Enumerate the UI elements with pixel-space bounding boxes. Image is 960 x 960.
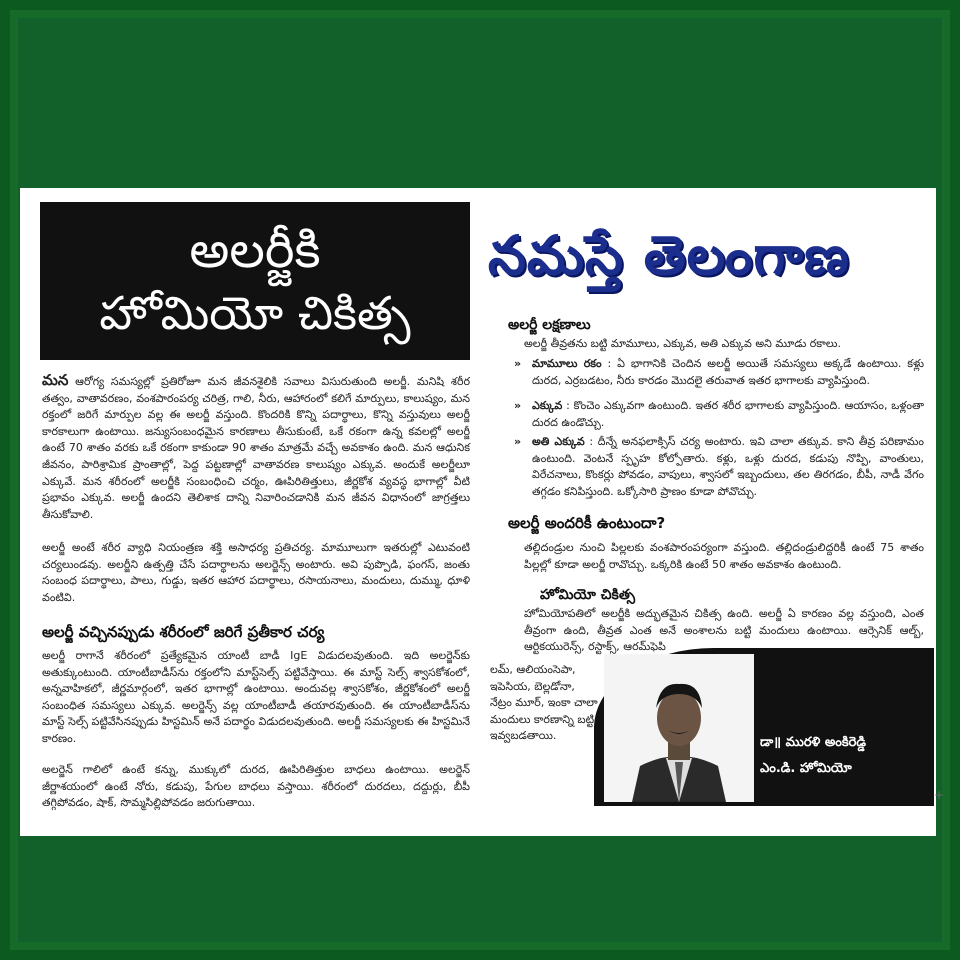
head-homeo-treatment: హోమియో చికిత్స [540, 587, 636, 603]
doctor-name: డా॥ మురళి అంకిరెడ్డి [760, 735, 866, 750]
subhead-immune-reaction: అలర్జీ వచ్చినప్పుడు శరీరంలో జరిగే ప్రతీకార చర్య [42, 623, 325, 641]
bullet-severe [514, 434, 924, 500]
head-who-gets-allergy: అలర్జీ అందరికీ ఉంటుందా? [508, 514, 666, 532]
paragraph-heredity: తల్లిదండ్రుల నుంచి పిల్లలకు వంశపారంపర్యంగా వస్తుంది. తల్లిదండ్రులిద్దరికీ ఉంటే 75 శాతం పిల్లల్లో కూడా అలర్జీ రావొచ్చు. ఒక్కరికి ఉంటే 50 శాతం అవకాశం ఉంటుంది. [524, 541, 924, 571]
article-title-box [40, 202, 470, 360]
article-left-column [40, 202, 490, 822]
paragraph-symptoms: అలర్జెన్ గాలిలో ఉంటే కన్ను, ముక్కులో దురద, ఊపిరితిత్తుల బాధలు ఉంటాయి. అలర్జెన్ జీర్ణాశయంలో ఉంటే నోరు, కడుపు, పేగుల బాధలు వస్తాయి. శరీరంలో దురదలు, దద్దుర్లు, బీపీ తగ్గిపోవడం, షాక్, సొమ్మసిల్లిపోవడం జరుగుతాయి. [42, 763, 470, 810]
lead-paragraph [42, 372, 470, 523]
newspaper-clipping [20, 188, 945, 836]
symptoms-intro: అలర్జీ తీవ్రతను బట్టి మామూలు, ఎక్కువ, అతి ఎక్కువ అని మూడు రకాలు. [524, 337, 841, 350]
article-title-line1: అలర్జీకి [189, 221, 321, 279]
arrow-icon: » [514, 435, 522, 448]
bullet-text: : ఏ భాగానికి చెందిన అలర్జీ అయితే సమస్యలు అక్కడే ఉంటాయి. కళ్లు దురద, ఎర్రబడటం, నీరు కారడం మొదలై తరువాత ఇతర భాగాలకు వ్యాపిస్తుంది. [532, 357, 924, 387]
bullet-keyword: అతి ఎక్కువ [532, 435, 585, 448]
bullet-keyword: ఎక్కువ [532, 399, 563, 412]
bullet-text: : కొంచెం ఎక్కువగా ఉంటుంది. ఇతర శరీర భాగాలకు వ్యాపిస్తుంది. ఆయాసం, ఒళ్లంతా దురద ఉండొచ్చు. [532, 399, 924, 429]
doctor-panel [594, 648, 934, 806]
article-title-line2: హోమియో చికిత్స [99, 286, 411, 340]
plus-mark-icon: + [934, 788, 945, 802]
newspaper-masthead: నమస్తే తెలంగాణ [488, 224, 850, 287]
paragraph-medicines: లమ్, ఆలియంసెపా, ఇపెసియ, బెల్లడోనా, నేట్రం మూర్, ఇంకా చాలా మందులు కారణాన్ని బట్టి ఇవ్వబడతాయి. [490, 663, 598, 743]
bullet-moderate [514, 398, 924, 431]
lead-text: ఆరోగ్య సమస్యల్లో ప్రతిరోజూ మన జీవనశైలికి సవాలు విసురుతుంది అలర్జీ. మనిషి శరీర తత్వం, వాతావరణం, వంశపారంపర్య చరిత్ర, గాలి, నీరు, ఆహారంలో కలిగే మార్పులు, కాలుష్యం, మన రక్తంలో జరిగే మార్పుల వల్ల ఈ అలర్జీ వస్తుంది. కొందరికి కొన్ని పదార్థాలు, కొన్ని వస్తువులు అలర్జీ కారకాలుగా ఉంటాయి. జన్యుసంబంధమైన కారణాలు తీసుకుంటే, ఒకే రకంగా ఉన్న కవలల్లో అలర్జీ ఉంటే 70 శాతం వరకు ఒకే రకంగా కాకుండా 90 శాతం మాత్రమే వచ్చే అవకాశం ఉంది. మన ఆధునిక జీవనం, పారిశ్రామిక ప్రాంతాల్లో, పెద్ద పట్టణాల్లో వాతావరణ కాలుష్యం ఎక్కువ. అందుకే అలర్జీలూ ఎక్కువే. మన శరీరంలో అలర్జీకి సంబంధించి చర్మం, ఊపిరితిత్తులు, జీర్ణకోశ వ్యవస్థ భాగాల్లో వీటి ప్రభావం ఎక్కువ. అలర్జీ ఉందని తెలిశాక దాన్ని నివారించడానికి మన జీవన విధానంలో జాగ్రత్తలు తీసుకోవాలి. [42, 375, 470, 521]
paragraph-treatment: హోమియోపతిలో అలర్జీకి అద్భుతమైన చికిత్స ఉంది. అలర్జీ ఏ కారణం వల్ల వస్తుంది, ఎంత తీవ్రంగా ఉంది, తీవ్రత ఎంత అనే అంశాలను బట్టి మందులు ఉంటాయి. ఆర్సెనిక్ ఆల్బ్, ఆర్టికయురెన్స్, రస్టాక్స్, ఆరమ్‌ఫెపి [524, 607, 924, 654]
lead-dropcap: మన [42, 371, 69, 389]
bullet-keyword: మామూలు రకం [532, 357, 602, 370]
doctor-degree: ఎం.డి. హోమియో [760, 761, 852, 776]
article-right-column [480, 188, 945, 836]
bullet-text: : దీన్నే అనఫలాక్సిస్ చర్య అంటారు. ఇవి చాలా తక్కువ. కాని తీవ్ర పరిణామం ఉంటుంది. వెంటనే స్పృహ కోల్పోతారు. కళ్లు, ఒళ్లు దురద, కడుపు నొప్పి, వాంతులు, విరేచనాలు, కొంకర్లు పోవడం, వాపులు, శ్వాసలో ఇబ్బందులు, తల తిరగడం, బీపీ, నాడీ వేగం తగ్గడం కనిపిస్తుంది. ఒక్కోసారి ప్రాణం కూడా పోవొచ్చు. [532, 435, 924, 498]
paragraph-ige: అలర్జీ రాగానే శరీరంలో ప్రత్యేకమైన యాంటీ బాడీ IgE విడుదలవుతుంది. ఇది అలర్జెన్‌కు అతుక్కుంటుంది. యాంటీబాడీస్‌ను రక్తంలోని మాస్ట్‌సెల్స్ పట్టివేస్తాయి. ఈ మాస్ట్ సెల్స్ శ్వాసకోశంలో, అన్నవాహికలో, జీర్ణమార్గంలో, ఇతర భాగాల్లో ఉంటాయి. అందువల్ల శ్వాసకోశం, జీర్ణకోశంలో అలర్జీ సంబంధిత సమస్యలు ఎక్కువ. అలర్జెన్స్ వల్ల యాంటీబాడీ తయారవుతుంది. ఈ యాంటీబాడీస్‌ను మాస్ట్ సెల్స్ పట్టివేసినప్పుడు హిస్టమిన్ అనే పదార్థం విడుదలవుతుంది. అలర్జీ సమస్యలకు ఈ హిస్టమినే కారణం. [42, 649, 470, 745]
paragraph-allergy-definition: అలర్జీ అంటే శరీర వ్యాధి నియంత్రణ శక్తి అసాధర్య ప్రతిచర్య. మామూలుగా ఇతరుల్లో ఎటువంటి చర్యలుండవు. అలర్జీని ఉత్పత్తి చేసే పదార్థాలను అలర్జెన్స్ అంటారు. అవి పుప్పొడి, ఫంగస్, జంతు సంబంధ పదార్థాలు, పాలు, గుడ్డు, ఇతర ఆహార పదార్థాలు, రసాయనాలు, మందులు, దుమ్ము, ధూళి వంటివి. [42, 541, 470, 604]
bullet-mild [514, 356, 924, 389]
doctor-photo [604, 654, 754, 802]
arrow-icon: » [514, 399, 522, 412]
arrow-icon: » [514, 357, 522, 370]
doctor-portrait-icon [604, 654, 754, 802]
head-symptoms: అలర్జీ లక్షణాలు [508, 317, 591, 333]
